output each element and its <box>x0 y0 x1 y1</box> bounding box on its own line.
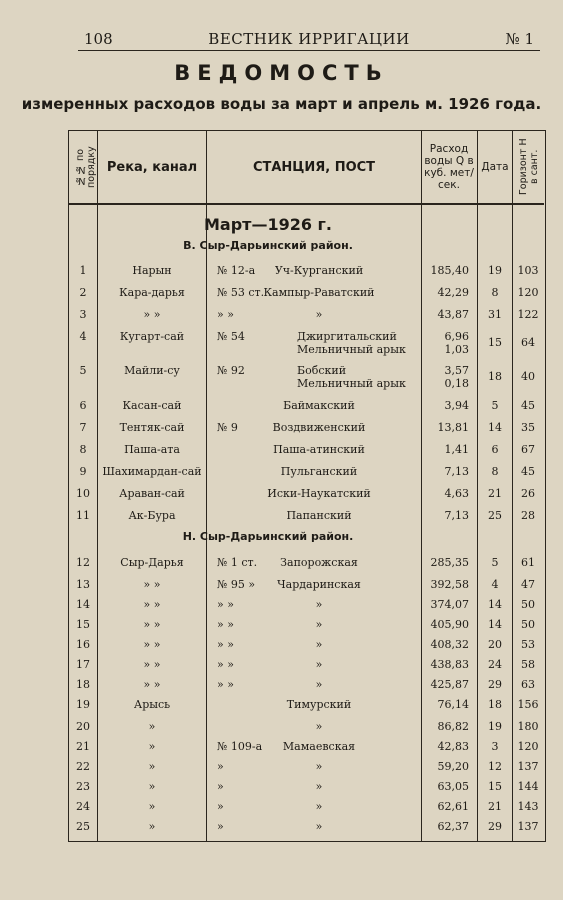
river-name: » » <box>143 678 161 691</box>
water-level: 47 <box>521 578 535 591</box>
measure-date: 29 <box>488 820 502 833</box>
station-number: № 1 ст. <box>217 556 258 569</box>
station-name: » <box>315 308 323 321</box>
station-name: Иски-Наукатский <box>267 487 371 500</box>
water-level: 180 <box>517 720 539 733</box>
measure-date: 4 <box>491 578 499 591</box>
river-name: » » <box>143 578 161 591</box>
discharge-value: 438,83 <box>430 658 469 671</box>
issue-number: № 1 <box>505 30 534 48</box>
river-name: Тентяк-сай <box>119 421 185 434</box>
discharge-value: 42,29 <box>437 286 469 299</box>
row-number: 16 <box>76 638 90 651</box>
station-number: » » <box>217 598 234 611</box>
header-date: Дата <box>481 161 509 173</box>
header-river: Река, канал <box>106 159 198 175</box>
station-name: » <box>315 598 323 611</box>
station-number: » <box>217 800 224 813</box>
river-name: Ак-Бура <box>128 509 176 522</box>
discharge-value-secondary: 0,18 <box>444 377 469 390</box>
row-number: 7 <box>79 421 87 434</box>
row-number: 5 <box>79 364 87 377</box>
row-number: 11 <box>76 509 90 522</box>
station-name: » <box>315 618 323 631</box>
water-level: 40 <box>521 370 535 383</box>
station-name: Чардаринская <box>277 578 361 591</box>
station-number: № 9 <box>217 421 238 434</box>
row-number: 12 <box>76 556 90 569</box>
discharge-value: 408,32 <box>430 638 469 651</box>
row-number: 21 <box>76 740 90 753</box>
page-header <box>78 26 540 51</box>
discharge-value: 6,96 <box>444 330 469 343</box>
river-name: » » <box>143 618 161 631</box>
water-level: 156 <box>517 698 539 711</box>
water-level: 53 <box>521 638 535 651</box>
station-name: Баймакский <box>283 399 355 412</box>
measure-date: 19 <box>488 720 502 733</box>
station-name: » <box>315 820 323 833</box>
water-level: 120 <box>517 740 539 753</box>
river-name: » » <box>143 658 161 671</box>
row-number: 14 <box>76 598 90 611</box>
river-name: » <box>148 820 156 833</box>
row-number: 17 <box>76 658 90 671</box>
row-number: 13 <box>76 578 90 591</box>
water-level: 45 <box>521 399 535 412</box>
river-name: » <box>148 720 156 733</box>
station-name: » <box>315 638 323 651</box>
water-level: 122 <box>517 308 539 321</box>
station-number: » » <box>217 308 234 321</box>
station-name: Запорожская <box>280 556 358 569</box>
column-divider <box>206 131 207 841</box>
water-level: 58 <box>521 658 535 671</box>
row-number: 10 <box>76 487 90 500</box>
water-level: 144 <box>517 780 539 793</box>
station-number: № 53 ст. <box>217 286 265 299</box>
discharge-value: 13,81 <box>437 421 469 434</box>
measure-date: 6 <box>491 443 499 456</box>
column-divider <box>477 131 478 841</box>
discharge-value: 285,35 <box>430 556 469 569</box>
measure-date: 14 <box>488 421 502 434</box>
water-level: 35 <box>521 421 535 434</box>
row-number: 20 <box>76 720 90 733</box>
measure-date: 29 <box>488 678 502 691</box>
row-number: 15 <box>76 618 90 631</box>
water-level: 137 <box>517 760 539 773</box>
row-number: 24 <box>76 800 90 813</box>
river-name: » <box>148 760 156 773</box>
measure-date: 20 <box>488 638 502 651</box>
river-name: » <box>148 780 156 793</box>
river-name: Майли-су <box>124 364 180 377</box>
water-level: 50 <box>521 598 535 611</box>
station-number: » <box>217 780 224 793</box>
station-number: № 12-а <box>217 264 256 277</box>
station-name: » <box>315 658 323 671</box>
measure-date: 18 <box>488 370 502 383</box>
station-name-secondary: Мельничный арык <box>297 377 406 390</box>
row-number: 9 <box>79 465 87 478</box>
discharge-value: 3,57 <box>444 364 469 377</box>
station-name: Бобский <box>297 364 347 377</box>
river-name: » <box>148 740 156 753</box>
row-number: 4 <box>79 330 87 343</box>
water-level: 137 <box>517 820 539 833</box>
water-level: 143 <box>517 800 539 813</box>
water-level: 103 <box>517 264 539 277</box>
discharge-value: 7,13 <box>444 509 469 522</box>
row-number: 18 <box>76 678 90 691</box>
column-divider <box>512 131 513 841</box>
measure-date: 14 <box>488 618 502 631</box>
discharge-value: 185,40 <box>430 264 469 277</box>
header-level: Горизонт Н в сант. <box>518 138 540 196</box>
discharge-value: 76,14 <box>437 698 469 711</box>
river-name: Шахимардан-сай <box>102 465 202 478</box>
table-header <box>69 131 544 205</box>
station-number: » » <box>217 678 234 691</box>
measure-date: 3 <box>491 740 499 753</box>
station-number: » <box>217 760 224 773</box>
discharge-value: 1,41 <box>444 443 469 456</box>
discharge-value: 4,63 <box>444 487 469 500</box>
header-station: СТАНЦИЯ, ПОСТ <box>252 159 376 175</box>
water-level: 63 <box>521 678 535 691</box>
discharge-value: 63,05 <box>437 780 469 793</box>
water-level: 61 <box>521 556 535 569</box>
station-name: Воздвиженский <box>272 421 366 434</box>
measure-date: 5 <box>491 556 499 569</box>
station-name: Паша-атинский <box>273 443 365 456</box>
measure-date: 8 <box>491 465 499 478</box>
station-name: » <box>315 678 323 691</box>
station-name: Уч-Курганский <box>274 264 364 277</box>
row-number: 2 <box>79 286 87 299</box>
water-level: 67 <box>521 443 535 456</box>
district-heading-upper: В. Сыр-Дарьинский район. <box>183 239 353 252</box>
header-num: №№ по порядку <box>75 146 97 188</box>
page-number: 108 <box>84 30 113 48</box>
document-title: ВЕДОМОСТЬ <box>174 61 389 85</box>
station-name: Тимурский <box>286 698 352 711</box>
discharge-value: 62,61 <box>437 800 469 813</box>
measure-date: 5 <box>491 399 499 412</box>
station-number: № 54 <box>217 330 245 343</box>
measure-date: 15 <box>488 336 502 349</box>
row-number: 6 <box>79 399 87 412</box>
station-number: № 95 » <box>217 578 256 591</box>
river-name: Кугарт-сай <box>119 330 185 343</box>
discharge-value: 7,13 <box>444 465 469 478</box>
measure-date: 25 <box>488 509 502 522</box>
discharge-value-secondary: 1,03 <box>444 343 469 356</box>
discharge-value: 3,94 <box>444 399 469 412</box>
measure-date: 8 <box>491 286 499 299</box>
row-number: 8 <box>79 443 87 456</box>
river-name: » » <box>143 638 161 651</box>
measure-date: 14 <box>488 598 502 611</box>
column-divider <box>97 131 98 841</box>
station-name-secondary: Мельничный арык <box>297 343 406 356</box>
page-bottom-margin <box>0 843 563 900</box>
discharge-table <box>68 130 546 842</box>
discharge-value: 86,82 <box>437 720 469 733</box>
journal-title: ВЕСТНИК ИРРИГАЦИИ <box>208 30 410 48</box>
month-heading: Март—1926 г. <box>204 215 332 234</box>
discharge-value: 425,87 <box>430 678 469 691</box>
river-name: Касан-сай <box>122 399 182 412</box>
station-name: » <box>315 760 323 773</box>
row-number: 23 <box>76 780 90 793</box>
river-name: Араван-сай <box>119 487 185 500</box>
measure-date: 18 <box>488 698 502 711</box>
station-number: » <box>217 820 224 833</box>
discharge-value: 42,83 <box>437 740 469 753</box>
station-number: » » <box>217 658 234 671</box>
station-name: Папанский <box>286 509 352 522</box>
measure-date: 31 <box>488 308 502 321</box>
station-number: » » <box>217 618 234 631</box>
station-number: » » <box>217 638 234 651</box>
river-name: Кара-дарья <box>119 286 185 299</box>
discharge-value: 392,58 <box>430 578 469 591</box>
station-name: » <box>315 780 323 793</box>
river-name: Арысь <box>133 698 171 711</box>
discharge-value: 405,90 <box>430 618 469 631</box>
measure-date: 12 <box>488 760 502 773</box>
water-level: 50 <box>521 618 535 631</box>
station-name: » <box>315 800 323 813</box>
row-number: 22 <box>76 760 90 773</box>
station-name: Мамаевская <box>282 740 356 753</box>
station-number: № 109-а <box>217 740 263 753</box>
district-heading-lower: Н. Сыр-Дарьинский район. <box>182 530 354 543</box>
header-discharge: Расход воды Q в куб. мет/сек. <box>424 143 474 191</box>
measure-date: 24 <box>488 658 502 671</box>
discharge-value: 43,87 <box>437 308 469 321</box>
column-divider <box>421 131 422 841</box>
river-name: Сыр-Дарья <box>120 556 184 569</box>
measure-date: 15 <box>488 780 502 793</box>
river-name: Паша-ата <box>124 443 180 456</box>
discharge-value: 62,37 <box>437 820 469 833</box>
station-name: Джиргитальский <box>297 330 397 343</box>
water-level: 26 <box>521 487 535 500</box>
row-number: 25 <box>76 820 90 833</box>
measure-date: 19 <box>488 264 502 277</box>
row-number: 19 <box>76 698 90 711</box>
discharge-value: 59,20 <box>437 760 469 773</box>
station-name: Кампыр-Раватский <box>263 286 375 299</box>
river-name: Нарын <box>132 264 172 277</box>
water-level: 120 <box>517 286 539 299</box>
river-name: » » <box>143 598 161 611</box>
water-level: 28 <box>521 509 535 522</box>
river-name: » <box>148 800 156 813</box>
measure-date: 21 <box>488 487 502 500</box>
water-level: 64 <box>521 336 535 349</box>
discharge-value: 374,07 <box>430 598 469 611</box>
document-subtitle: измеренных расходов воды за март и апрель м. 1926 года. <box>21 95 542 113</box>
station-number: № 92 <box>217 364 245 377</box>
station-name: Пульганский <box>280 465 358 478</box>
measure-date: 21 <box>488 800 502 813</box>
row-number: 3 <box>79 308 87 321</box>
station-name: » <box>315 720 323 733</box>
water-level: 45 <box>521 465 535 478</box>
river-name: » » <box>143 308 161 321</box>
row-number: 1 <box>79 264 87 277</box>
